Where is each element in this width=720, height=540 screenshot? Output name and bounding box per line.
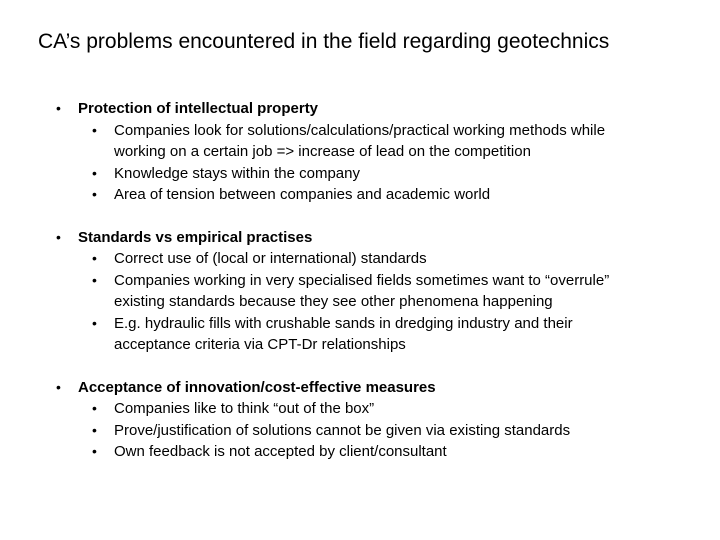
bullet-icon: • — [92, 443, 97, 459]
list-item: • E.g. hydraulic fills with crushable sands in dredging industry and their acceptance criteria via CPT-Dr relationships — [92, 314, 573, 353]
bullet-icon: • — [92, 271, 97, 288]
bullet-icon: • — [92, 186, 97, 202]
list-item: • Knowledge stays within the company — [92, 163, 676, 185]
section-innovation — [56, 377, 676, 463]
sub-list — [56, 398, 676, 463]
bullet-icon: • — [92, 421, 97, 438]
bullet-icon: • — [56, 228, 61, 245]
list-item: • Companies working in very specialised fields sometimes want to “overrule” existing standards because they see other phenomena happening — [92, 271, 610, 310]
bullet-list — [56, 98, 676, 484]
section-heading: Standards vs empirical practises — [78, 228, 313, 246]
section-heading: Protection of intellectual property — [78, 100, 319, 117]
sub-list — [56, 248, 676, 356]
bullet-icon: • — [56, 100, 61, 116]
list-item: • Companies like to think “out of the box” — [92, 398, 676, 420]
section-heading: Acceptance of innovation/cost-effective measures — [78, 378, 436, 396]
list-item: • Own feedback is not accepted by client/consultant — [92, 441, 676, 463]
bullet-icon: • — [92, 164, 97, 181]
sub-list — [56, 120, 676, 206]
bullet-icon: • — [92, 314, 97, 331]
section-standards — [56, 227, 676, 356]
list-item: • Correct use of (local or international) standards — [92, 248, 676, 270]
list-item: • Prove/justification of solutions cannot be given via existing standards — [92, 420, 676, 442]
bullet-icon: • — [92, 400, 97, 416]
bullet-icon: • — [92, 121, 97, 138]
list-item: • Area of tension between companies and academic world — [92, 184, 676, 206]
bullet-icon: • — [92, 250, 97, 266]
bullet-icon: • — [56, 378, 61, 395]
list-item: • Companies look for solutions/calculations/practical working methods while working on a certain job => increase of lead on the competition — [92, 121, 606, 160]
section-intellectual-property — [56, 98, 676, 206]
slide-title: CA’s problems encountered in the field regarding geotechnics — [38, 30, 610, 53]
